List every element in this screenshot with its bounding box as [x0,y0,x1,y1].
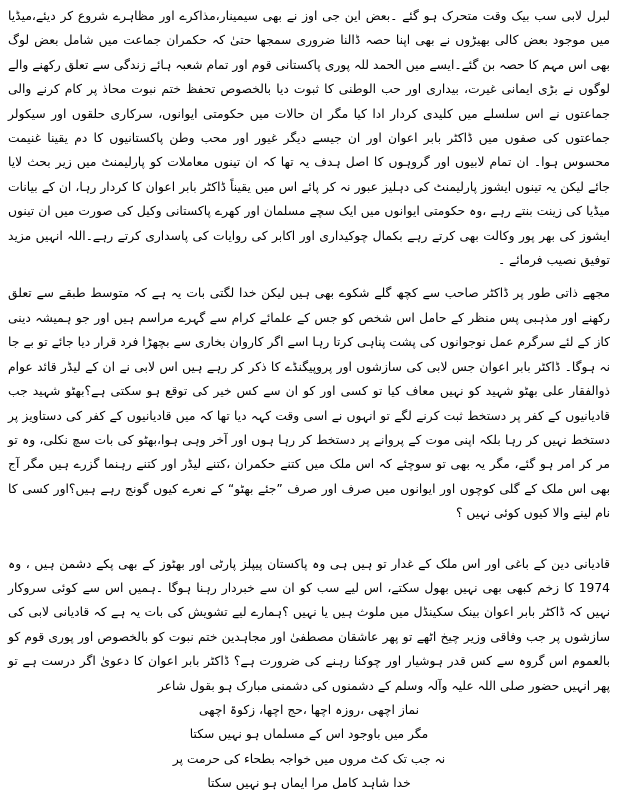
poem-line-2: مگر میں باوجود اس کے مسلماں ہو نہیں سکتا [189,727,429,742]
poem-line-3: نہ جب تک کٹ مروں میں خواجہ بطحاء کی حرمت پر [172,751,446,766]
paragraph-spacer [8,526,610,552]
paragraph-1: لبرل لابی سب بیک وقت متحرک ہو گئے ۔بعض این جی اوز نے بھی سیمینار،مذاکرے اور مظاہرے شروع کر دیئے،میڈیا میں موجود بعض کالی بھیڑوں نے بھی اپنا حصہ ڈالنا ضروری سمجھا حتیٰ کہ حکمران جماعت میں شامل بعض لوگ بھی اس مہم کا حصہ بن گئے۔ایسے میں الحمد للہ پوری پاکستانی قوم اور تمام شعبہ ہائے زندگی سے تعلق رکھنے والے لوگوں نے بڑی ایمانی غیرت، بیداری اور حب الوطنی کا ثبوت دیا بالخصوص تحفظ ختم نبوت محاذ پر کام کرنے والی جماعتوں نے اس سلسلے میں کلیدی کردار ادا کیا مگر ان حالات میں حکومتی ایوانوں، سرکاری حلقوں اور سیکولر جماعتوں کی صفوں میں ڈاکٹر بابر اعوان اور ان جیسے دیگر غیور اور محب وطن پاکستانیوں کا دم یقینا غنیمت محسوس ہوا۔ ان تمام لابیوں اور گروہوں کا اصل ہدف یہ تھا کہ ان تینوں معاملات کو پارلیمنٹ میں زیر بحث لایا جائے لیکن یہ تینوں ایشوز پارلیمنٹ کی دہلیز عبور نہ کر پائے اس میں یقیناً ڈاکٹر بابر اعوان کا کردار رہا، ان کے بیانات میڈیا کی زینت بنتے رہے ،وہ حکومتی ایوانوں میں ایک سچے مسلمان اور کھرے پاکستانی وکیل کی صورت میں ان تینوں ایشوز کی بھر پور وکالت بھی کرتے رہے بکمال چوکیداری اور اکابر کی روایات کی پاسداری کرتے رہے۔اللہ انہیں مزید توفیق نصیب فرمائے ۔ [8,9,610,268]
poem-line-4: خدا شاہد کامل مرا ایماں ہو نہیں سکتا [207,776,411,791]
poem-line-1: نماز اچھی ،روزہ اچھا ،حج اچھا، زکوۃ اچھی [198,702,420,717]
paragraph-2: مجھے ذاتی طور پر ڈاکٹر صاحب سے کچھ گلے شکوے بھی ہیں لیکن خدا لگتی بات یہ ہے کہ متوسط طبقے سے تعلق رکھنے اور مذہبی پس منظر کے حامل اس شخص کو جس کے علمائے کرام سے گہرے مراسم ہیں اور جو ہمیشہ دینی کاز کے لئے سرگرم عمل نوجوانوں کی پشت پناہی کرتا رہا اسے اگر کاروان بخاری سے بچھڑا فرد قرار دیا جائے تو بے جا نہ ہوگا۔ ڈاکٹر بابر اعوان جس لابی کی سازشوں اور پروپیگنڈے کا ذکر کر رہے ہیں اس لابی نے ان کے لیڈر قائد عوام ذوالفقار علی بھٹو شہید کو نہیں معاف کیا تو کسی اور کو ان سے کس خیر کی توقع ہو سکتی ہے؟بھٹو شہید جب قادیانیوں کے کفر پر دستخط ثبت کرنے لگے تو انہوں نے اسی وقت کہہ دیا تھا کہ میں قادیانیوں کے کفر کی دستاویز پر دستخط نہیں کر رہا بلکہ اپنی موت کے پروانے پر دستخط کر رہا ہوں اور آخر وہی ہوا،بھٹو کی بات سچ نکلی، وہ تو مر کر امر ہو گئے، مگر یہ بھی تو سوچئے کہ اس ملک میں کتنے حکمران ،کتنے لیڈر اور کتنے رہنما گزرے ہیں مگر آج بھی اس ملک کے گلی کوچوں اور ایوانوں میں صرف اور صرف ”جئے بھٹو“ کے نعرے کیوں گونج رہے ہیں؟اور کسی کا نام لینے والا کیوں کوئی نہیں ؟ [8,286,610,521]
paragraph-spacer [8,272,610,281]
paragraph-3: قادیانی دین کے باغی اور اس ملک کے غدار تو ہیں ہی وہ پاکستان پیپلز پارٹی اور بھٹوز کے بھی پکے دشمن ہیں ، وہ 1974 کا زخم کبھی بھی نہیں بھول سکتے، اس لیے سب کو ان سے خبردار رہنا ہوگا ۔ہمیں اس سے کوئی سروکار نہیں کہ ڈاکٹر بابر اعوان بینک سکینڈل میں ملوث ہیں یا نہیں ؟ہمارے لیے تشویش کی بات یہ ہے کہ قادیانی لابی کی سازشوں پر جب وفاقی وزیر چیخ اٹھے تو پھر عاشقان مصطفیٰ اور مجاہدین ختم نبوت کو بالخصوص اور پوری قوم کو بالعموم اس گروہ سے کس قدر ہوشیار اور چوکنا رہنے کی ضرورت ہے؟ ڈاکٹر بابر اعوان کا دعویٰ اگر درست ہے تو پھر انہیں حضور صلی اللہ علیہ وآلہ وسلم کے دشمنوں کی دشمنی مبارک ہو بقول شاعر [8,556,610,693]
poem [8,698,610,796]
